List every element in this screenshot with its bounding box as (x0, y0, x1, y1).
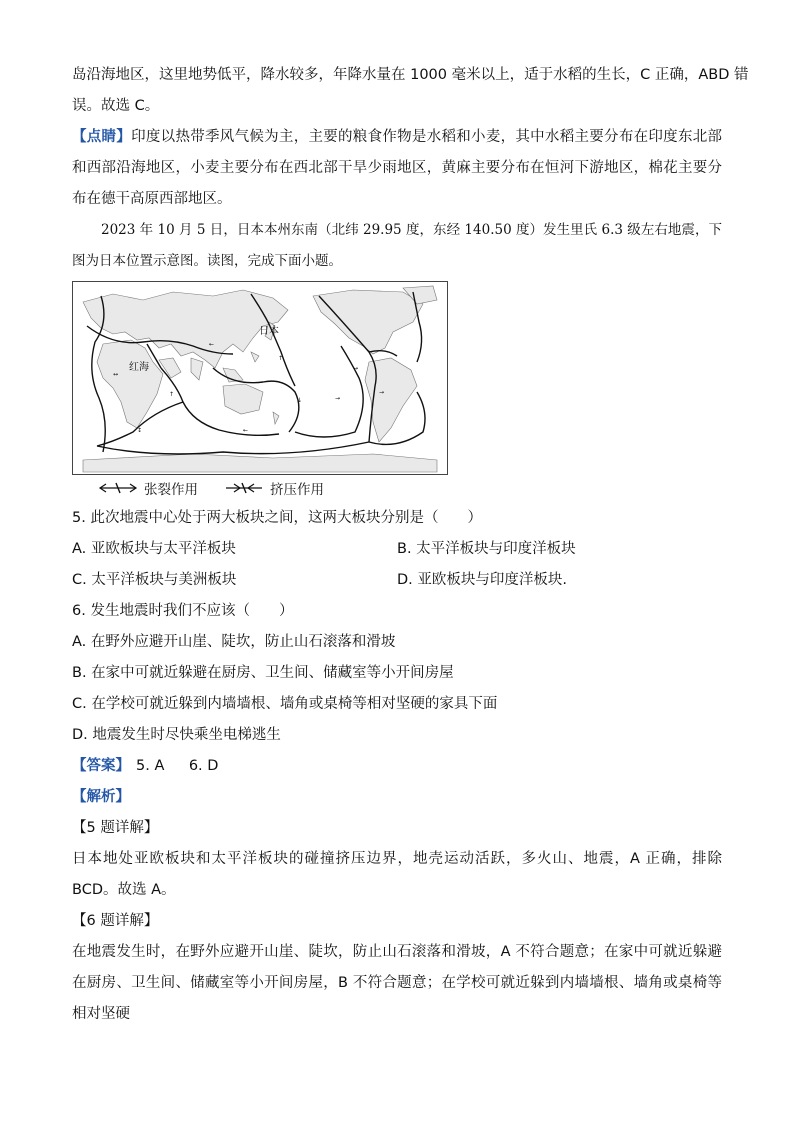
q5-option-b: B. 太平洋板块与印度洋板块 (397, 541, 576, 557)
legend-tension (98, 478, 198, 498)
compression-symbol-icon (224, 481, 264, 495)
answer-label: 【答案】 (72, 758, 130, 774)
q5-options-row-2 (72, 565, 722, 596)
legend-compression-label: 挤压作用 (270, 482, 324, 498)
svg-text:←: ← (243, 427, 249, 434)
q5-options-row-1 (72, 534, 722, 565)
q5-option-d: D. 亚欧板块与印度洋板块. (397, 572, 567, 588)
label-japan: 日本 (259, 326, 279, 337)
answer-6: 6. D (188, 758, 219, 774)
tip-text: 印度以热带季风气候为主，主要的粮食作物是水稻和小麦，其中水稻主要分布在印度东北部和西部沿海地区，小麦主要分布在西北部干旱少雨地区，黄麻主要分布在恒河下游地区，棉花主要分布在德干高原西部地区。 (72, 129, 723, 207)
svg-text:↑: ↑ (278, 355, 284, 362)
svg-text:↕: ↕ (137, 427, 143, 434)
q6-option-c: C. 在学校可就近躲到内墙墙根、墙角或桌椅等相对坚硬的家具下面 (72, 696, 498, 712)
world-plate-map (72, 281, 448, 475)
svg-text:→: → (353, 365, 359, 372)
label-red-sea: 红海 (129, 362, 149, 373)
q6-stem: 6. 发生地震时我们不应该（ ） (72, 603, 294, 619)
document-page (72, 60, 749, 1030)
intro-line-1: 岛沿海地区，这里地势低平，降水较多，年降水量在 1000 毫米以上，适于水稻的生长，C 正确，ABD 错 (72, 67, 749, 83)
detail5-text: 日本地处亚欧板块和太平洋板块的碰撞挤压边界，地壳运动活跃，多火山、地震，A 正确，排除 BCD。故选 A。 (72, 851, 722, 898)
intro-line-2: 误。故选 C。 (72, 98, 160, 114)
answer-5: 5. A (136, 758, 165, 774)
detail6-text: 在地震发生时，在野外应避开山崖、陡坎，防止山石滚落和滑坡，A 不符合题意；在家中可就近躲避在厨房、卫生间、储藏室等小开间房屋，B 不符合题意；在学校可就近躲到内墙墙根、墙角或桌椅等相对坚硬 (72, 944, 722, 1022)
map-legend (98, 475, 722, 501)
analysis-heading (72, 782, 722, 813)
q5-option-a: A. 亚欧板块与太平洋板块 (72, 541, 236, 557)
svg-text:↔: ↔ (113, 371, 119, 378)
tip-paragraph (72, 122, 722, 215)
svg-text:↑: ↑ (169, 391, 175, 398)
q6-option-a: A. 在野外应避开山崖、陡坎，防止山石滚落和滑坡 (72, 634, 396, 650)
q6-option-d: D. 地震发生时尽快乘坐电梯逃生 (72, 727, 281, 743)
question-stem: 2023 年 10 月 5 日，日本本州东南（北纬 29.95 度，东经 140.50 度）发生里氏 6.3 级左右地震，下图为日本位置示意图。读图，完成下面小题。 (72, 222, 722, 269)
tip-label: 【点睛】 (72, 129, 132, 145)
answer-line (72, 751, 722, 782)
tension-symbol-icon (98, 481, 138, 495)
plate-map-svg (73, 282, 447, 474)
q5-option-c: C. 太平洋板块与美洲板块 (72, 572, 237, 588)
q6-option-b: B. 在家中可就近躲避在厨房、卫生间、储藏室等小开间房屋 (72, 665, 454, 681)
q5-stem: 5. 此次地震中心处于两大板块之间，这两大板块分别是（ ） (72, 510, 482, 526)
svg-text:←: ← (209, 341, 215, 348)
legend-compression (224, 478, 324, 498)
legend-tension-label: 张裂作用 (144, 482, 198, 498)
detail6-heading: 【6 题详解】 (72, 913, 159, 929)
detail5-heading: 【5 题详解】 (72, 820, 159, 836)
analysis-label: 【解析】 (72, 789, 130, 805)
svg-text:→: → (379, 389, 385, 396)
plate-map-figure (72, 281, 722, 501)
svg-text:↓: ↓ (297, 397, 303, 404)
svg-text:→: → (335, 395, 341, 402)
